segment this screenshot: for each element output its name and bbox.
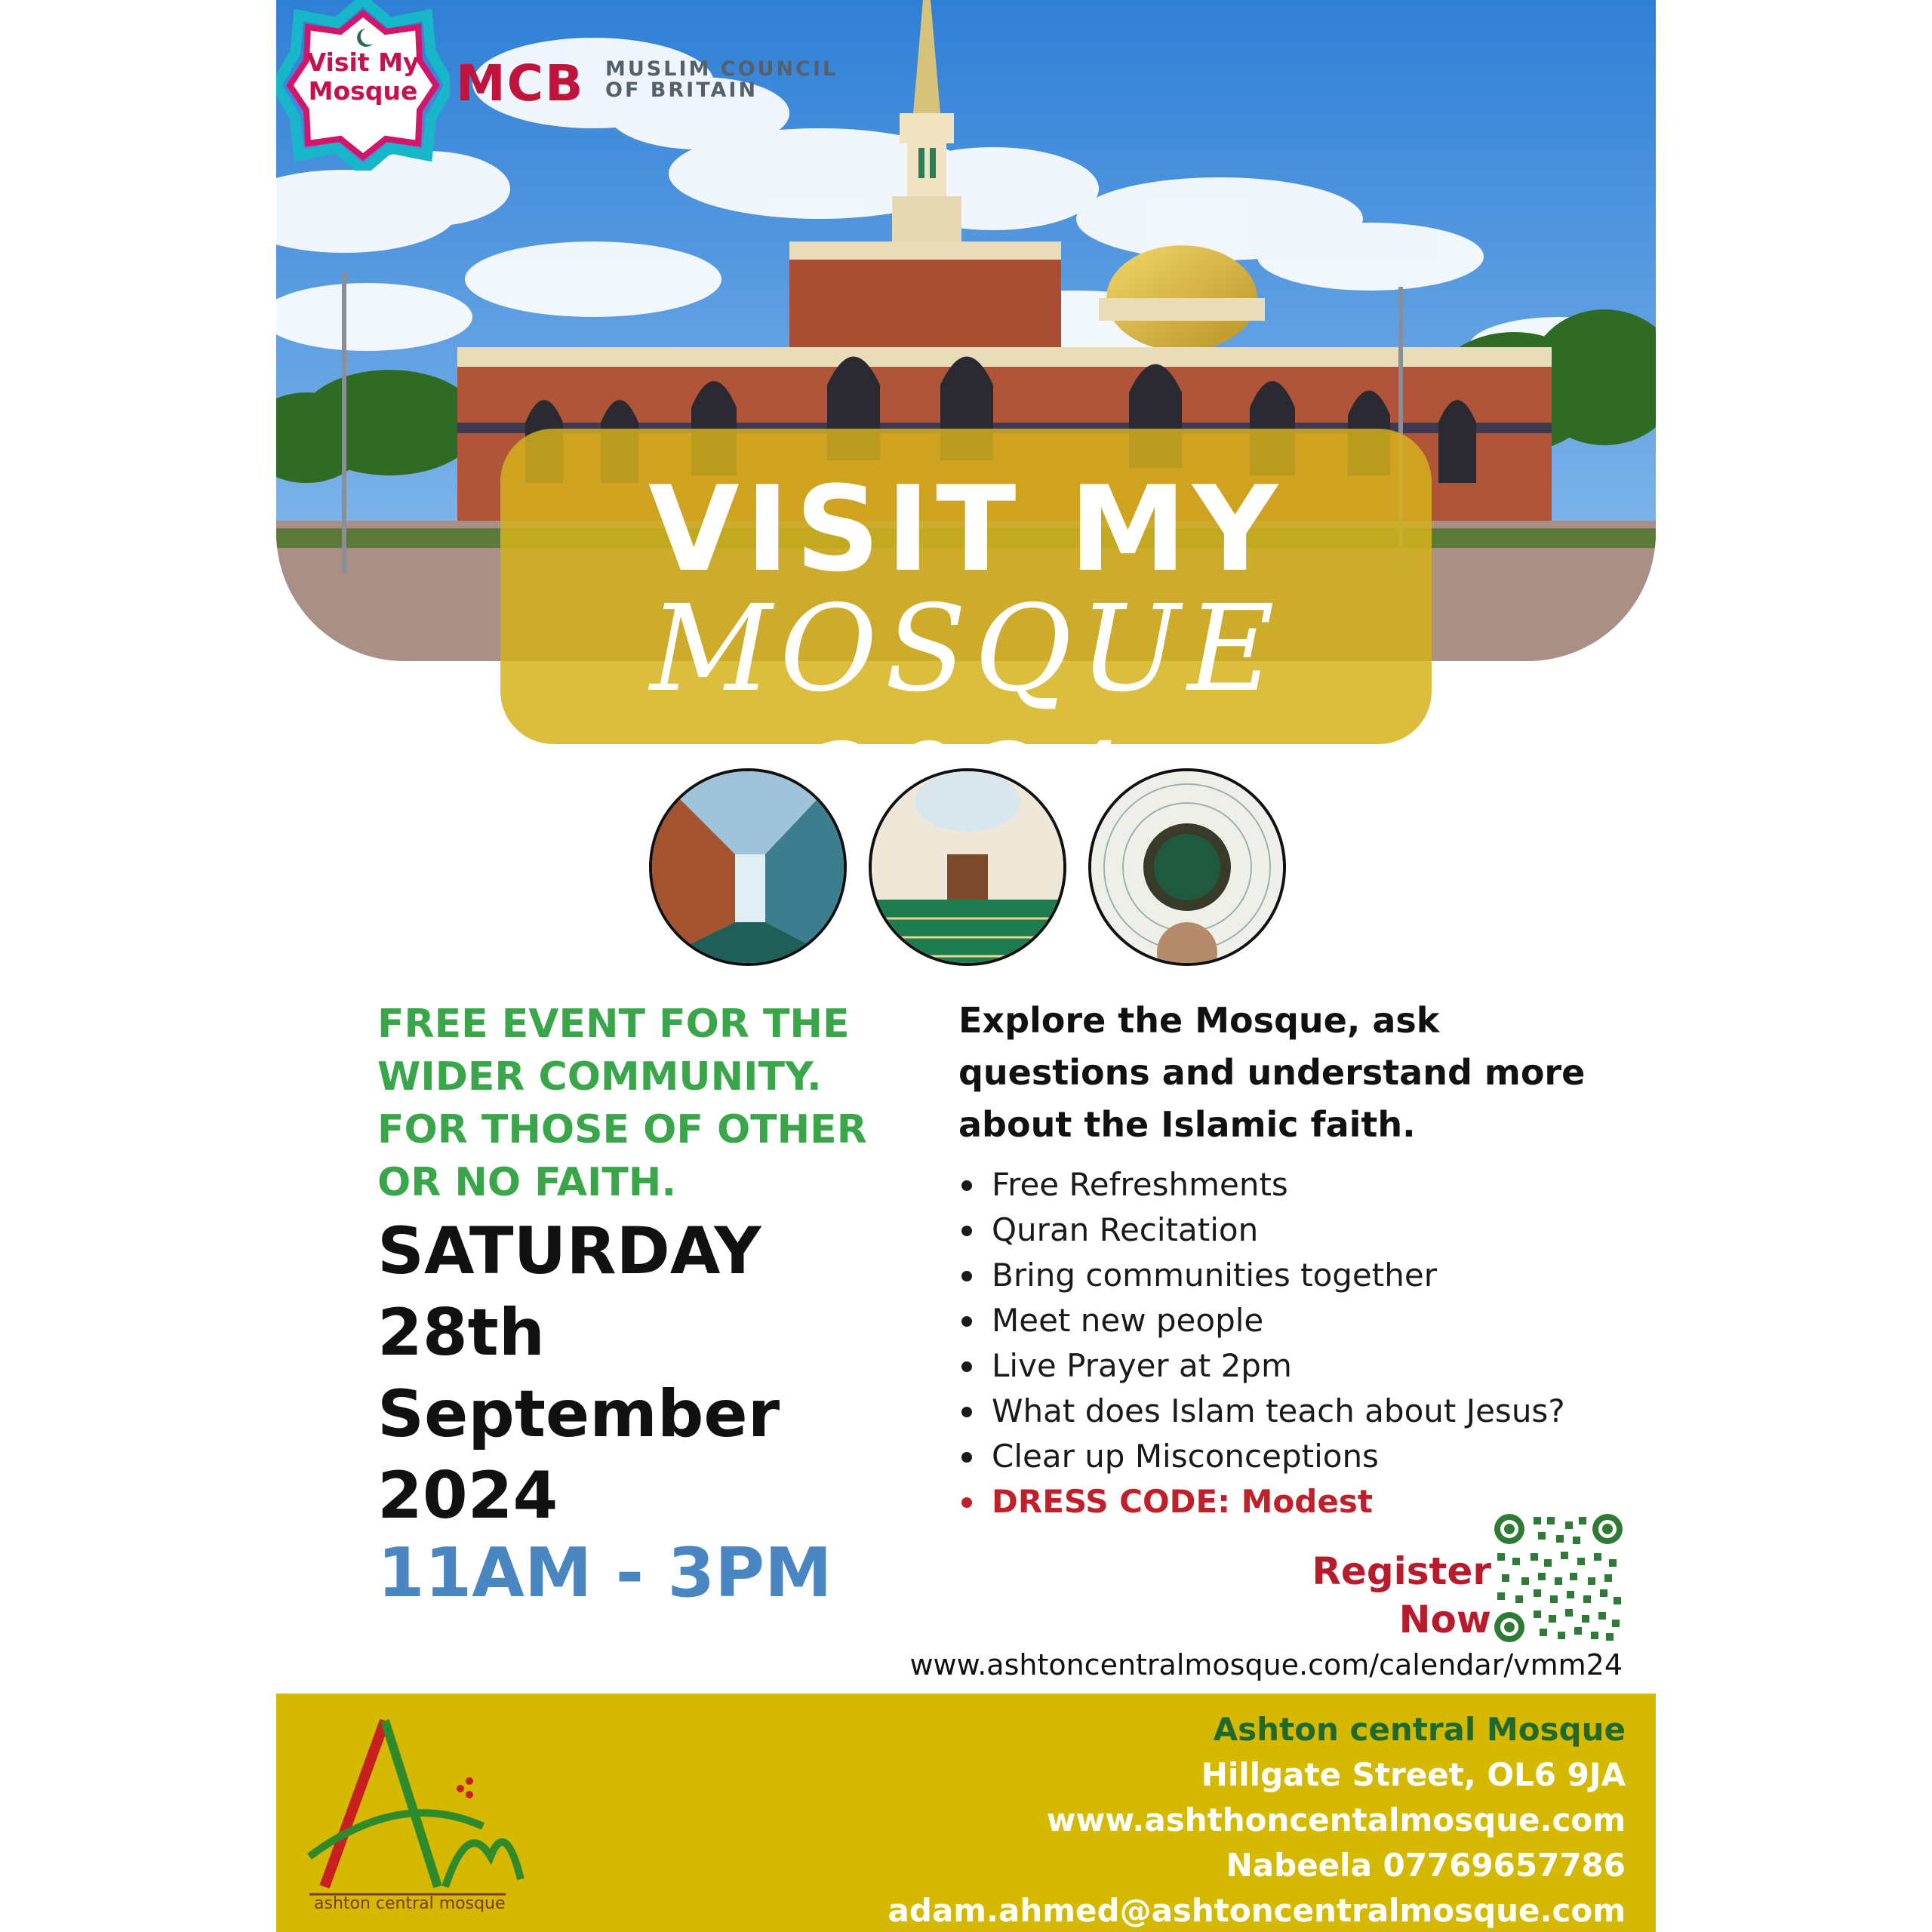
title-line-1: VISIT MY bbox=[648, 460, 1284, 598]
list-item: Meet new people bbox=[958, 1298, 1638, 1343]
register-now-link[interactable] bbox=[1272, 1547, 1491, 1644]
explore-text: Explore the Mosque, ask questions and understand more about the Islamic faith. bbox=[958, 1000, 1586, 1145]
ashton-logo-label: ashton central mosque bbox=[314, 1894, 506, 1913]
footer bbox=[276, 1694, 1656, 1932]
bullet-dot-icon bbox=[961, 1497, 972, 1508]
bullet-dot-icon bbox=[961, 1452, 972, 1463]
interior-photo-prayer-hall bbox=[869, 768, 1066, 966]
bullet-dot-icon bbox=[961, 1407, 972, 1417]
register-url[interactable]: www.ashtoncentralmosque.com/calendar/vmm24 bbox=[909, 1648, 1623, 1681]
mcb-logo-name bbox=[605, 59, 838, 101]
contact-email[interactable]: adam.ahmed@ashtoncentralmosque.com bbox=[888, 1892, 1626, 1929]
list-item: Free Refreshments bbox=[958, 1162, 1638, 1208]
mcb-name-line2: OF BRITAIN bbox=[605, 78, 758, 102]
list-item: Clear up Misconceptions bbox=[958, 1434, 1638, 1479]
event-date-day: SATURDAY bbox=[377, 1214, 761, 1289]
bullet-dot-icon bbox=[961, 1361, 972, 1372]
qr-code-icon[interactable] bbox=[1494, 1514, 1623, 1642]
interior-photo-corridor bbox=[649, 768, 847, 966]
ashton-central-mosque-logo bbox=[294, 1706, 536, 1920]
dress-code-item: DRESS CODE: Modest bbox=[958, 1479, 1638, 1524]
title-line-2: MOSQUE bbox=[650, 580, 1282, 718]
bullet-dot-icon bbox=[961, 1180, 972, 1191]
mcb-logo-mark: MCB bbox=[456, 54, 585, 112]
contact-block bbox=[888, 1707, 1626, 1932]
bullet-dot-icon bbox=[961, 1226, 972, 1236]
event-date-number: 28th bbox=[377, 1295, 546, 1371]
list-item: What does Islam teach about Jesus? bbox=[958, 1389, 1638, 1434]
list-item: Quran Recitation bbox=[958, 1208, 1638, 1253]
bullet-dot-icon bbox=[961, 1271, 972, 1281]
list-item: Live Prayer at 2pm bbox=[958, 1343, 1638, 1389]
event-date-year: 2024 bbox=[377, 1458, 558, 1534]
free-event-text: FREE EVENT FOR THE WIDER COMMUNITY. FOR THOSE OF OTHER OR NO FAITH. bbox=[377, 1001, 867, 1205]
bullet-dot-icon bbox=[961, 1316, 972, 1327]
event-date-month: September bbox=[377, 1377, 780, 1452]
poster bbox=[276, 0, 1656, 1932]
register-line-2: Now bbox=[1398, 1598, 1491, 1641]
list-item: Bring communities together bbox=[958, 1253, 1638, 1298]
interior-photo-dome bbox=[1088, 768, 1286, 966]
contact-org: Ashton central Mosque bbox=[1213, 1711, 1626, 1748]
visit-my-mosque-logo-text: Visit My Mosque bbox=[306, 48, 420, 106]
event-time: 11AM - 3PM bbox=[377, 1534, 832, 1613]
contact-phone[interactable]: Nabeela 07769657786 bbox=[1226, 1847, 1626, 1884]
mcb-name-line1: MUSLIM COUNCIL bbox=[605, 57, 838, 81]
contact-website[interactable]: www.ashthoncentalmosque.com bbox=[1046, 1801, 1626, 1838]
event-date bbox=[377, 1211, 906, 1537]
title-banner bbox=[500, 429, 1432, 744]
contact-address: Hillgate Street, OL6 9JA bbox=[1201, 1756, 1626, 1793]
feature-list bbox=[958, 1162, 1638, 1524]
register-line-1: Register bbox=[1312, 1549, 1491, 1593]
